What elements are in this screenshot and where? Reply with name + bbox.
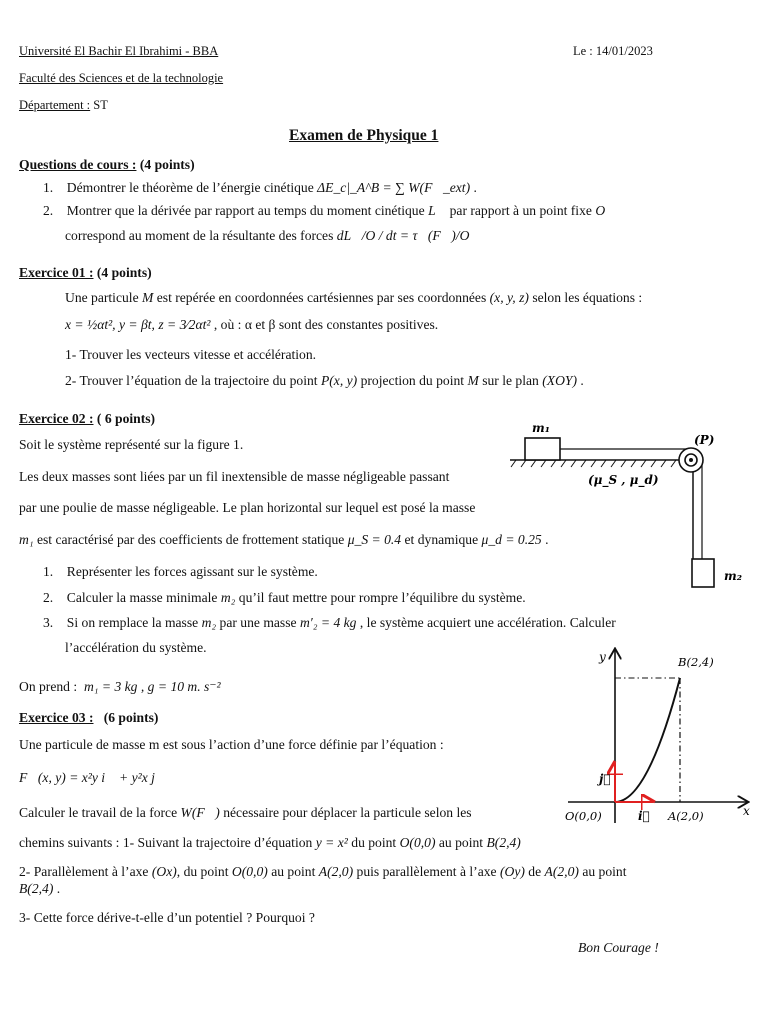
ex3-q2-b: , du point (176, 864, 229, 879)
ex2-line4 (19, 532, 549, 548)
ex3-paths-b: du point (351, 835, 397, 850)
label-m2: m₂ (724, 569, 742, 583)
cours-heading-line (19, 157, 195, 173)
ex3-calc-a: Calculer le travail de la force (19, 805, 178, 820)
ex3-q2 (19, 864, 627, 880)
cours-points: (4 points) (139, 157, 195, 172)
ex2-line4-m1: m₁ (19, 532, 34, 547)
ex2-points: ( 6 points) (96, 411, 156, 426)
ex1-q1: 1- Trouver les vecteurs vitesse et accélération. (65, 347, 317, 362)
exam-date: Le : 14/01/2023 (573, 44, 653, 58)
ex2-q1 (43, 564, 318, 580)
ex2-q1-num: 1. (43, 564, 54, 579)
ex2-q2-m: m₂ (220, 590, 236, 605)
ex2-line4-b: est caractérisé par des coefficients de frottement statique (36, 532, 345, 547)
ex3-q2-c: au point (271, 864, 316, 879)
department-label: Département : (19, 98, 91, 112)
ex2-line4-d: . (545, 532, 549, 547)
ex3-q2-A: A(2,0) (318, 864, 354, 879)
ex3-heading-line (19, 710, 158, 726)
cours-q2-num: 2. (43, 203, 54, 218)
mass-m2 (692, 559, 714, 587)
ex2-q2 (43, 590, 526, 606)
cours-q1: 1. Démontrer le théorème de l’énergie cinétique ΔE_c|_A^B = ∑ W(F⃗_ext) . (43, 180, 477, 195)
ex1-intro-coords: (x, y, z) (489, 290, 529, 305)
label-m1: m₁ (532, 421, 550, 435)
cours-q1-text: Démontrer le théorème de l’énergie cinétique (66, 180, 314, 195)
ex1-q2-d: . (580, 373, 584, 388)
ex2-line4-c: et dynamique (404, 532, 479, 547)
ex3-paths (19, 835, 521, 851)
university-name: Université El Bachir El Ibrahimi - BBA (19, 44, 219, 58)
ex2-given (19, 679, 221, 695)
mass-m1 (525, 438, 560, 460)
cours-q2-L: L⃗ (428, 203, 447, 218)
graph-x-label: x (743, 804, 750, 818)
ex3-q2-continued (19, 881, 60, 897)
ex3-q2-O: O(0,0) (231, 864, 268, 879)
ex3-paths-eq: y = x² (315, 835, 348, 850)
ex3-q2-g: . (56, 881, 61, 896)
ex2-q3-num: 3. (43, 615, 54, 630)
ex1-intro-b: est repérée en coordonnées cartésiennes par ses coordonnées (156, 290, 487, 305)
ex3-q2-B: B(2,4) (19, 881, 54, 896)
ex2-line2: Les deux masses sont liées par un fil inextensible de masse négligeable passant (19, 469, 450, 484)
ex1-q2-b: projection du point (360, 373, 465, 388)
cours-q2-O: O (595, 203, 606, 218)
ex1-q2-a: 2- Trouver l’équation de la trajectoire du point (65, 373, 318, 388)
cours-q2-text-a: Montrer que la dérivée par rapport au temps du moment cinétique (66, 203, 425, 218)
ex1-q2-P: P(x, y) (320, 373, 358, 388)
graph-j-label: j⃗ (599, 772, 611, 786)
ex2-values: m₁ = 3 kg , g = 10 m. s⁻² (83, 679, 221, 694)
ex3-calc-W: W(F⃗) (180, 805, 220, 820)
graph-B-label: B(2,4) (678, 655, 714, 669)
ex2-line3: par une poulie de masse négligeable. Le plan horizontal sur lequel est posé la masse (19, 500, 476, 515)
ex1-equations: x = ½αt², y = βt, z = 3⁄2αt² (65, 317, 211, 332)
graph-y-label: y (599, 650, 606, 664)
cours-q1-formula: ΔE_c|_A^B = ∑ W(F⃗_ext) (317, 180, 471, 195)
ex2-q3-c: , le système acquiert une accélération. Calculer (359, 615, 616, 630)
ex3-q2-a: 2- Parallèlement à l’axe (19, 864, 149, 879)
graph-i-label: i⃗ (638, 809, 650, 823)
ex1-intro-a: Une particule (65, 290, 139, 305)
ex2-q1-text: Représenter les forces agissant sur le système. (66, 564, 318, 579)
graph-A-label: A(2,0) (668, 809, 704, 823)
ex2-q2-b: qu’il faut mettre pour rompre l’équilibre du système. (238, 590, 526, 605)
ex3-force: F⃗(x, y) = x²y i⃗ + y²x j⃗ (19, 770, 166, 785)
ex2-on-prend: On prend : (19, 679, 78, 694)
ex3-paths-a: chemins suivants : 1- Suivant la trajectoire d’équation (19, 835, 313, 850)
exam-title: Examen de Physique 1 (289, 127, 439, 144)
ex3-paths-B: B(2,4) (486, 835, 521, 850)
ex2-heading-line (19, 411, 155, 427)
ex1-intro-M: M (142, 290, 154, 305)
ex1-heading-line (19, 265, 152, 281)
ex2-q2-num: 2. (43, 590, 54, 605)
ex3-intro: Une particule de masse m est sous l’action d’une force définie par l’équation : (19, 737, 444, 752)
closing-message: Bon Courage ! (578, 940, 659, 955)
ex3-q2-f: au point (582, 864, 627, 879)
ex2-line4-mud: μ_d = 0.25 (481, 532, 542, 547)
faculty-name: Faculté des Sciences et de la technologie (19, 71, 224, 85)
ex3-q2-e: de (528, 864, 542, 879)
ex3-paths-c: au point (438, 835, 484, 850)
ex3-q2-Ox: (Ox) (151, 864, 177, 879)
ex3-q2-Oy: (Oy) (499, 864, 525, 879)
cours-q1-num: 1. (43, 180, 54, 195)
department-value: ST (93, 98, 108, 112)
ex1-q2-M: M (467, 373, 479, 388)
table-hatching (511, 460, 686, 467)
cours-q2-formula: dL⃗/O / dt = τ⃗(F⃗)/O (336, 228, 470, 243)
ex1-intro (65, 290, 642, 306)
ex1-intro-c: selon les équations : (532, 290, 643, 305)
trajectory-graph (565, 645, 765, 830)
ex2-line4-mus: μ_S = 0.4 (347, 532, 402, 547)
ex3-q3: 3- Cette force dérive-t-elle d’un potentiel ? Pourquoi ? (19, 910, 315, 925)
ex2-line1: Soit le système représenté sur la figure 1. (19, 437, 244, 452)
ex3-q2-A2: A(2,0) (544, 864, 579, 879)
label-friction: (μ_S , μ_d) (588, 473, 659, 487)
cours-heading: Questions de cours : (19, 157, 137, 172)
cours-q2-text-c: correspond au moment de la résultante des forces (65, 228, 334, 243)
ex1-q2-c: sur le plan (482, 373, 539, 388)
pulley-figure (510, 418, 760, 588)
ex2-q3-m: m₂ (201, 615, 217, 630)
ex1-q2-plane: (XOY) (542, 373, 577, 388)
ex2-q3-val: m′₂ = 4 kg (299, 615, 357, 630)
graph-O-label: O(0,0) (565, 809, 602, 823)
ex3-q2-d: puis parallèlement à l’axe (356, 864, 497, 879)
ex3-heading: Exercice 03 : (19, 710, 94, 725)
ex2-q3 (43, 615, 616, 631)
cours-q2-text-b: par rapport à un point fixe (449, 203, 592, 218)
label-pulley: (P) (694, 433, 715, 447)
cours-q2-continued (65, 228, 469, 244)
ex3-calc-b: nécessaire pour déplacer la particule selon les (223, 805, 472, 820)
ex3-calc (19, 805, 472, 821)
ex3-points: (6 points) (103, 710, 159, 725)
ex2-q2-a: Calculer la masse minimale (66, 590, 218, 605)
ex3-paths-O: O(0,0) (399, 835, 436, 850)
ex1-heading: Exercice 01 : (19, 265, 94, 280)
pulley-axle (689, 458, 693, 462)
ex2-q3-b: par une masse (219, 615, 297, 630)
department-line (19, 98, 108, 113)
parabola-curve (615, 678, 680, 802)
ex2-q3-a: Si on remplace la masse (66, 615, 199, 630)
cours-q2 (43, 203, 605, 219)
ex1-points: (4 points) (96, 265, 152, 280)
ex1-equations-note: , où : α et β sont des constantes positives. (213, 317, 439, 332)
ex1-q2 (65, 373, 584, 389)
ex1-equations-line (65, 317, 438, 333)
ex2-heading: Exercice 02 : (19, 411, 94, 426)
ex2-q3-continued: l’accélération du système. (65, 640, 207, 655)
